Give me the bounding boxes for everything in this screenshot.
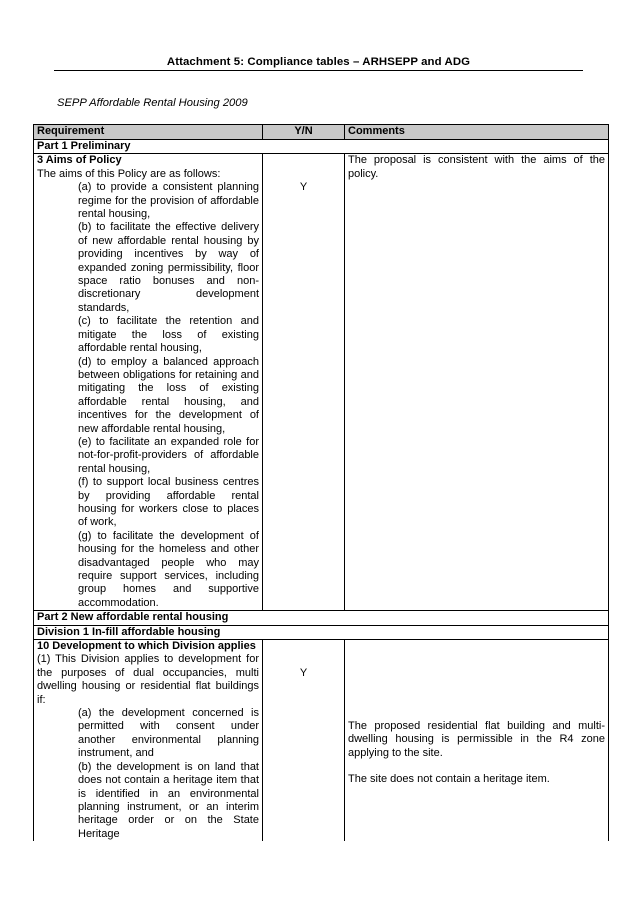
page-header-title: Attachment 5: Compliance tables – ARHSEPP and ADG xyxy=(166,56,471,68)
header-divider xyxy=(54,70,583,71)
clause-3-item: (e) to facilitate an expanded role for not-for-profit-providers of affordable rental housing, xyxy=(78,435,259,475)
clause-3-item: (g) to facilitate the development of housing for the homeless and other disadvantaged people who may require support services, including group homes and supportive accommodation. xyxy=(78,529,259,609)
clause-3-title: 3 Aims of Policy xyxy=(37,154,122,167)
clause-10-title: 10 Development to which Division applies xyxy=(37,640,256,653)
clause-3-item: (a) to provide a consistent planning regime for the provision of affordable rental housing, xyxy=(78,181,259,221)
clause-10-item: (b) the development is on land that does not contain a heritage item that is identified in an environmental planning instrument, or an interim heritage order or on the State Heritage xyxy=(78,760,259,840)
yn-cell-clause-10 xyxy=(263,640,345,842)
column-header-requirement: Requirement xyxy=(34,125,263,140)
yn-value: Y xyxy=(299,181,308,194)
comment-text: The proposed residential flat building and multi-dwelling housing is permissible in the R4 zone applying to the site. xyxy=(348,720,605,759)
column-header-yn: Y/N xyxy=(263,125,345,140)
comment-cell-clause-3 xyxy=(345,154,609,611)
yn-cell-clause-3 xyxy=(263,154,345,611)
section-part-2: Part 2 New affordable rental housing xyxy=(34,611,609,625)
document-subtitle: SEPP Affordable Rental Housing 2009 xyxy=(57,97,248,109)
yn-value: Y xyxy=(299,667,308,680)
comment-text: The site does not contain a heritage item. xyxy=(348,773,550,786)
section-row xyxy=(34,625,609,639)
section-division-1: Division 1 In-fill affordable housing xyxy=(34,625,609,639)
requirement-cell-clause-3 xyxy=(34,154,263,611)
section-part-1: Part 1 Preliminary xyxy=(34,140,609,154)
clause-3-item: (d) to employ a balanced approach between obligations for retaining and mitigating the loss of existing affordable rental housing, and incentives for the development of new affordable rental housing, xyxy=(78,355,259,435)
comment-text: The proposal is consistent with the aims of the policy. xyxy=(348,154,605,180)
table-row xyxy=(34,154,609,611)
compliance-table xyxy=(33,124,609,841)
clause-10-item: (a) the development concerned is permitted with consent under another environmental planning instrument, and xyxy=(78,707,259,760)
clause-3-item: (b) to facilitate the effective delivery of new affordable rental housing by providing incentives by way of expanded zoning permissibility, floor space ratio bonuses and non-discretionary development standards, xyxy=(78,221,259,314)
table-header-row xyxy=(34,125,609,140)
requirement-cell-clause-10 xyxy=(34,640,263,842)
clause-10-intro: (1) This Division applies to development for the purposes of dual occupancies, multi dwelling housing or residential flat buildings if: xyxy=(37,653,259,706)
clause-3-intro: The aims of this Policy are as follows: xyxy=(37,167,221,180)
table-row xyxy=(34,640,609,842)
section-row xyxy=(34,611,609,625)
section-row xyxy=(34,140,609,154)
clause-3-item: (f) to support local business centres by providing affordable rental housing for workers close to places of work, xyxy=(78,476,259,529)
clause-3-item: (c) to facilitate the retention and mitigate the loss of existing affordable rental housing, xyxy=(78,315,259,355)
comment-cell-clause-10 xyxy=(345,640,609,842)
column-header-comments: Comments xyxy=(345,125,609,140)
